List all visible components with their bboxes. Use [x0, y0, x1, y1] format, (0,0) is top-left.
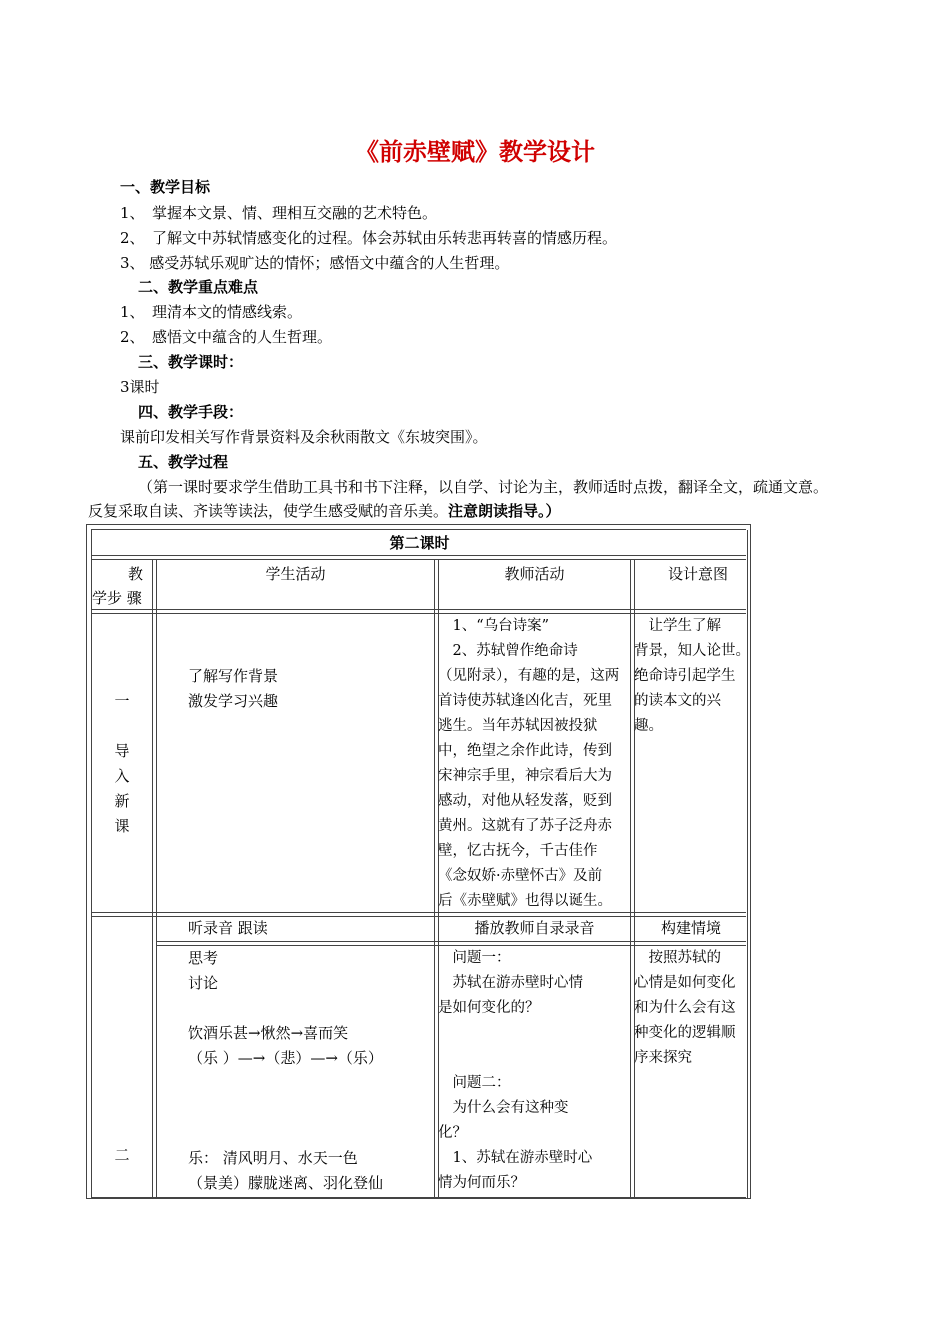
- key-point-item: 2、 感悟文中蕴含的人生哲理。: [120, 328, 333, 346]
- teaching-means: 课前印发相关写作背景资料及余秋雨散文《东坡突围》。: [120, 428, 488, 446]
- process-intro-line-1: （第一课时要求学生借助工具书和书下注释，以自学、讨论为主，教师适时点拨，翻译全文，疏通文意。: [138, 478, 829, 496]
- header-step-line-2: 学步 骤: [92, 589, 142, 607]
- document-title: 《前赤壁赋》教学设计: [355, 138, 595, 166]
- row1-step: 一 导 入 新 课: [114, 692, 130, 835]
- section-2-heading: 二、教学重点难点: [138, 278, 259, 296]
- header-teacher: 教师活动: [504, 565, 565, 583]
- process-intro-line-2: [88, 500, 561, 522]
- row2-step: 二: [114, 1146, 130, 1164]
- section-4-heading: 四、教学手段：: [138, 403, 244, 421]
- key-point-item: 1、 理清本文的情感线索。: [120, 303, 303, 321]
- header-design: 设计意图: [667, 565, 728, 583]
- header-student: 学生活动: [265, 565, 326, 583]
- row2-sub1-teacher: 播放教师自录录音: [474, 919, 595, 937]
- lesson-table-grid: [91, 529, 750, 1198]
- header-step-line-1: 教: [128, 565, 144, 583]
- row1-student: 了解写作背景 激发学习兴趣: [188, 667, 279, 710]
- objective-item: 3、 感受苏轼乐观旷达的情怀；感悟文中蕴含的人生哲理。: [120, 254, 510, 272]
- table-caption: 第二课时: [389, 534, 450, 552]
- process-intro-text: 反复采取自读、齐读等读法，使学生感受赋的音乐美。: [88, 502, 449, 520]
- process-intro-bold: 注意朗读指导。）: [448, 502, 561, 520]
- section-3-heading: 三、教学课时：: [138, 353, 244, 371]
- row2-sub1-student: 听录音 跟读: [188, 919, 268, 937]
- section-5-heading: 五、教学过程: [138, 453, 229, 471]
- row2-sub1-design: 构建情境: [660, 919, 721, 937]
- row2-design: 按照苏轼的 心情是如何变化 和为什么会有这 种变化的逻辑顺 序来探究: [634, 950, 736, 1066]
- lesson-hours: 3课时: [120, 378, 160, 396]
- row2-student: 思考 讨论 饮酒乐甚→愀然→喜而笑 （乐 ）—→（悲）—→（乐） 乐： 清风明月、水天一色 （景美）朦胧迷离、羽化登仙: [188, 949, 384, 1192]
- row2-teacher: 问题一： 苏轼在游赤壁时心情 是如何变化的？ 问题二： 为什么会有这种变 化？ 1、苏轼在游赤壁时心 情为何而乐？: [438, 950, 593, 1191]
- row1-teacher: 1、“乌台诗案” 2、苏轼曾作绝命诗 （见附录），有趣的是，这两 首诗使苏轼逢凶化吉，死里 逃生。当年苏轼因被投狱 中，绝望之余作此诗，传到 宋神宗手里，神宗看后大为 感动，对他从轻发落，贬到 黄州。这就有了苏子泛舟赤 壁，忆古抚今，千古佳作 《念奴娇·赤壁怀古》及前 后《赤壁赋》也得以诞生。: [438, 618, 620, 909]
- lesson-table: [86, 524, 751, 1199]
- row1-design: 让学生了解 背景，知人论世。 绝命诗引起学生 的读本文的兴 趣。: [634, 618, 750, 734]
- section-1-heading: 一、教学目标: [120, 178, 211, 196]
- objective-item: 2、 了解文中苏轼情感变化的过程。体会苏轼由乐转悲再转喜的情感历程。: [120, 229, 618, 247]
- objective-item: 1、 掌握本文景、情、理相互交融的艺术特色。: [120, 204, 438, 222]
